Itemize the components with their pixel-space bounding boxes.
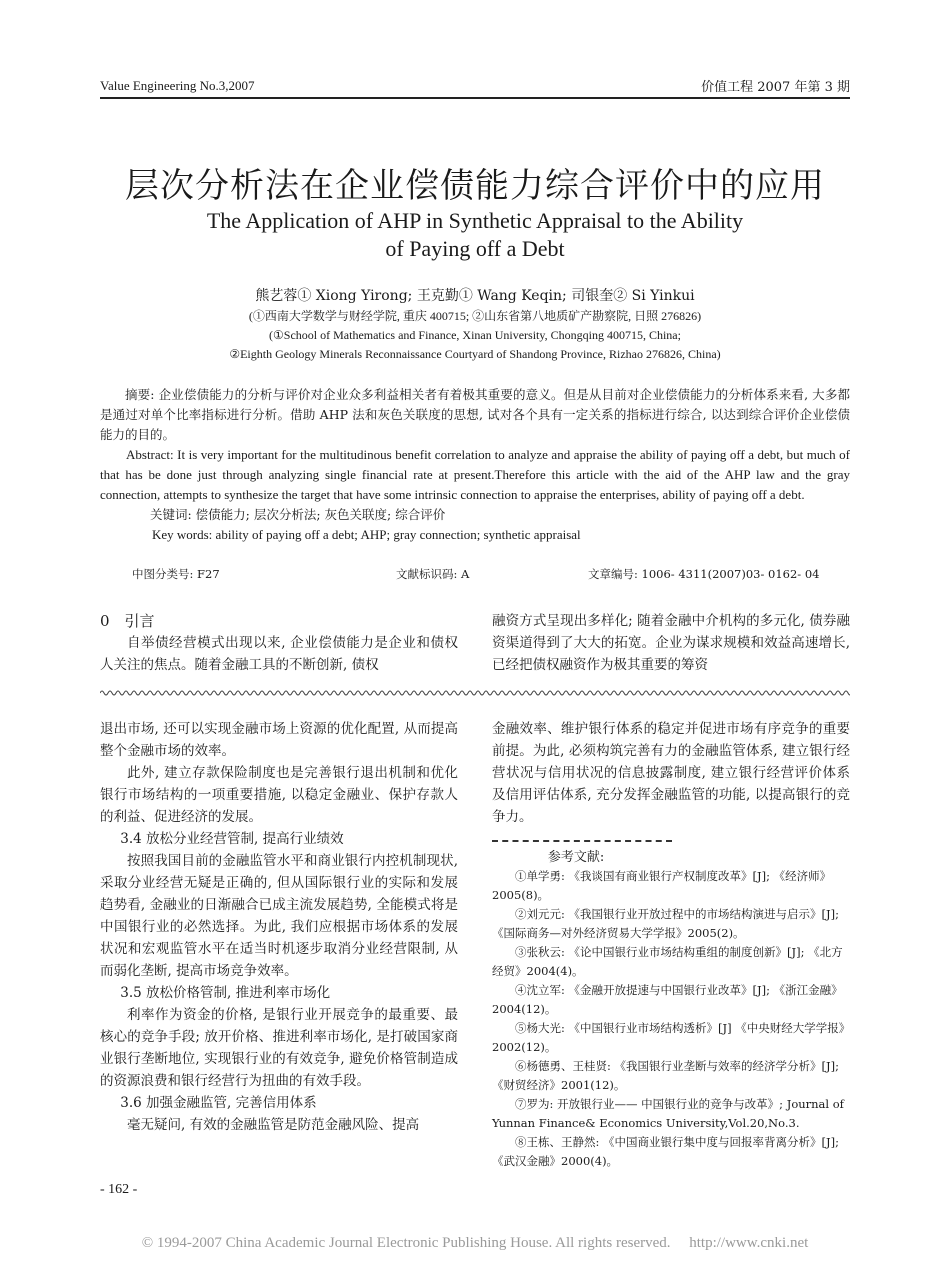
abstract-english: Abstract: It is very important for the multitudinous benefit correlation to analyze and appraise the ability of paying off a debt, but much of that has be done just through analyzing single financial rate at present.Therefore this article with the aid of the AHP law and the gray connection, attempts to synthesize the target that have some intrinsic connection to appraise the enterprises, ability of paying off a debt. [100, 447, 850, 502]
title-english-line-1: The Application of AHP in Synthetic Appraisal to the Ability [206, 208, 744, 233]
intro-column-left [100, 610, 458, 676]
affiliation-chinese: (①西南大学数学与财经学院, 重庆 400715; ②山东省第八地质矿产勘察院, 日照 276826) [248, 309, 702, 323]
running-header-left: Value Engineering No.3,2007 [100, 78, 255, 93]
reference-item: ⑤杨大光: 《中国银行业市场结构透析》[J] 《中央财经大学学报》2002(12)。 [492, 1021, 845, 1054]
body-column-right [492, 718, 850, 828]
references-separator [492, 840, 672, 842]
keywords-english: Key words: ability of paying off a debt; AHP; gray connection; synthetic appraisal [152, 527, 581, 542]
document-code: 文献标识码: A [396, 567, 470, 581]
reference-item: ②刘元元: 《我国银行业开放过程中的市场结构演进与启示》[J]; 《国际商务—对外经济贸易大学学报》2005(2)。 [492, 907, 839, 940]
references-section [492, 848, 850, 1171]
reference-item: ⑦罗为: 开放银行业—— 中国银行业的竞争与改革》; Journal of Yunnan Finance& Economics University,Vol.20,No.3. [492, 1097, 844, 1130]
references-title: 参考文献: [547, 850, 605, 865]
page-number: - 162 - [100, 1182, 138, 1197]
paragraph: 毫无疑问, 有效的金融监管是防范金融风险、提高 [127, 1117, 420, 1133]
paragraph: 退出市场, 还可以实现金融市场上资源的优化配置, 从而提高整个金融市场的效率。 [100, 721, 458, 759]
header-rule [100, 97, 850, 99]
intro-paragraph-continued: 融资方式呈现出多样化; 随着金融中介机构的多元化, 债券融资渠道得到了大大的拓宽。企业为谋求规模和效益高速增长, 已经把债权融资作为极其重要的筹资 [492, 613, 850, 673]
paragraph: 此外, 建立存款保险制度也是完善银行退出机制和优化银行市场结构的一项重要措施, 以稳定金融业、保护存款人的利益、促进经济的发展。 [100, 765, 458, 825]
reference-item: ⑧王栋、王静然: 《中国商业银行集中度与回报率背离分析》[J]; 《武汉金融》2000(4)。 [492, 1135, 839, 1168]
intro-column-right [492, 610, 850, 676]
clc-number: 中图分类号: F27 [132, 567, 220, 581]
intro-paragraph: 自举债经营模式出现以来, 企业偿债能力是企业和债权人关注的焦点。随着金融工具的不断创新, 债权 [100, 635, 458, 673]
reference-item: ④沈立军: 《金融开放提速与中国银行业改革》[J]; 《浙江金融》2004(12)。 [492, 983, 843, 1016]
keywords-chinese: 关键词: 偿债能力; 层次分析法; 灰色关联度; 综合评价 [150, 507, 446, 522]
article-number: 文章编号: 1006- 4311(2007)03- 0162- 04 [588, 567, 820, 581]
affiliation-english-1: (①School of Mathematics and Finance, Xinan University, Chongqing 400715, China; [269, 328, 681, 342]
section-heading-intro: 0 引言 [100, 612, 155, 630]
author-list: 熊艺蓉① Xiong Yirong; 王克勤① Wang Keqin; 司银奎② Si Yinkui [255, 288, 695, 304]
reference-item: ③张秋云: 《论中国银行业市场结构重组的制度创新》[J]; 《北方经贸》2004(4)。 [492, 945, 843, 978]
copyright-footer: © 1994-2007 China Academic Journal Electronic Publishing House. All rights reserved. http://www.cnki.net [141, 1235, 809, 1251]
section-heading-3-6: 3.6 加强金融监管, 完善信用体系 [120, 1095, 317, 1111]
section-heading-3-5: 3.5 放松价格管制, 推进利率市场化 [120, 985, 331, 1001]
section-heading-3-4: 3.4 放松分业经营管制, 提高行业绩效 [120, 831, 344, 847]
abstract-chinese: 摘要: 企业偿债能力的分析与评价对企业众多利益相关者有着极其重要的意义。但是从目前对企业偿债能力的分析体系来看, 大多都是通过对单个比率指标进行分析。借助 AHP 法和灰色关联度的思想, 试对各个具有一定关系的指标进行综合, 以达到综合评价企业偿债能力的目的。 [100, 387, 850, 442]
title-english-line-2: of Paying off a Debt [385, 236, 565, 261]
affiliation-english-2: ②Eighth Geology Minerals Reconnaissance Courtyard of Shandong Province, Rizhao 276826, China) [229, 347, 721, 361]
reference-item: ①单学勇: 《我谈国有商业银行产权制度改革》[J]; 《经济师》2005(8)。 [492, 869, 832, 902]
running-header-right: 价值工程 2007 年第 3 期 [701, 80, 850, 95]
paragraph: 按照我国目前的金融监管水平和商业银行内控机制现状, 采取分业经营无疑是正确的, 但从国际银行业的实际和发展趋势看, 金融业的日渐融合已成主流发展趋势, 全能模式将是中国银行业的必然选择。为此, 我们应根据市场体系的发展状况和宏观监管水平在适当时机逐步取消分业经营限制, 从而弱化垄断, 提高市场竞争效率。 [100, 853, 458, 979]
body-column-left [100, 718, 458, 1136]
article-separator-wave [100, 688, 850, 698]
reference-item: ⑥杨德勇、王桂贤: 《我国银行业垄断与效率的经济学分析》[J]; 《财贸经济》2001(12)。 [492, 1059, 839, 1092]
paragraph: 金融效率、维护银行体系的稳定并促进市场有序竞争的重要前提。为此, 必须构筑完善有力的金融监管体系, 建立银行经营状况与信用状况的信息披露制度, 建立银行经营评价体系及信用评估体系, 充分发挥金融监管的功能, 以提高银行的竞争力。 [492, 721, 850, 825]
title-english [0, 207, 950, 263]
title-chinese: 层次分析法在企业偿债能力综合评价中的应用 [125, 166, 825, 206]
paragraph: 利率作为资金的价格, 是银行业开展竞争的最重要、最核心的竞争手段; 放开价格、推进利率市场化, 是打破国家商业银行垄断地位, 实现银行业的有效竞争, 避免价格管制造成的资源浪费和银行经营行为扭曲的有效手段。 [100, 1007, 458, 1089]
abstract-block [100, 385, 850, 545]
